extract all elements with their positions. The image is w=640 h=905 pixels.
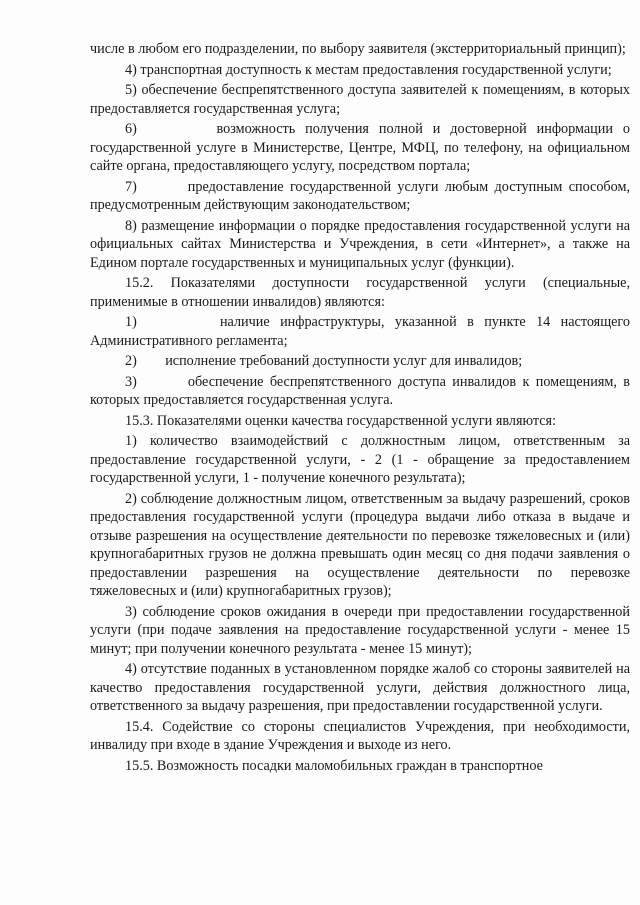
section-15-2-item-1: 1) наличие инфраструктуры, указанной в пункте 14 настоящего Административного регламента; <box>90 314 634 349</box>
section-15-3-item-1: 1) количество взаимодействий с должностным лицом, ответственным за предоставление государственной услуги, - 2 (1 - обращение за предоставлением государственной услуги, 1 - получение конечного результата); <box>90 433 634 486</box>
section-15-3-item-2: 2) соблюдение должностным лицом, ответственным за выдачу разрешений, сроков предоставления государственной услуги (процедура выдачи либо отказа в выдаче и отзыве разрешения на осуществление деятельности по перевозке тяжеловесных и (или) крупногабаритных грузов не должна превышать один месяц со дня подачи заявления о предоставлении разрешения на осуществление деятельности по перевозке тяжеловесных и (или) крупногабаритных грузов); <box>90 490 634 599</box>
section-15-2: 15.2. Показателями доступности государственной услуги (специальные, применимые в отношении инвалидов) являются: <box>90 275 634 310</box>
paragraph-continuation: числе в любом его подразделении, по выбору заявителя (экстерриториальный принцип); <box>90 41 626 57</box>
section-15-3: 15.3. Показателями оценки качества государственной услуги являются: <box>125 412 557 429</box>
section-15-3-item-3: 3) соблюдение сроков ожидания в очереди при предоставлении государственной услуги (при подаче заявления на предоставление государственной услуги - менее 15 минут; при получении конечного результата - менее 15 минут); <box>90 603 634 657</box>
list-item-4: 4) транспортная доступность к местам предоставления государственной услуги; <box>125 61 612 78</box>
list-item-5: 5) обеспечение беспрепятственного доступа заявителей к помещениям, в которых предоставляется государственная услуга; <box>90 82 634 117</box>
list-item-8: 8) размещение информации о порядке предоставления государственной услуги на официальных сайтах Министерства и Учреждения, в сети «Интернет», а также на Едином портале государственных и муниципальных услуг (функции). <box>90 217 634 271</box>
section-15-2-item-2: 2) исполнение требований доступности услуг для инвалидов; <box>125 353 523 369</box>
section-15-3-item-4: 4) отсутствие поданных в установленном порядке жалоб со стороны заявителей на качество предоставления государственной услуги, действия должностного лица, ответственного за выдачу разрешения, при предоставлении государственной услуги. <box>90 661 634 714</box>
list-item-7: 7) предоставление государственной услуги любым доступным способом, предусмотренным действующим законодательством; <box>90 178 634 213</box>
section-15-4: 15.4. Содействие со стороны специалистов Учреждения, при необходимости, инвалиду при входе в здание Учреждения и выходе из него. <box>90 718 634 753</box>
list-item-6: 6) возможность получения полной и достоверной информации о государственной услуге в Министерстве, Центре, МФЦ, по телефону, на официальном сайте органа, предоставляющего услугу, посредством портала; <box>90 121 634 174</box>
section-15-2-item-3: 3) обеспечение беспрепятственного доступа инвалидов к помещениям, в которых предоставляется государственная услуга. <box>90 373 634 408</box>
section-15-5: 15.5. Возможность посадки маломобильных граждан в транспортное <box>125 757 543 774</box>
